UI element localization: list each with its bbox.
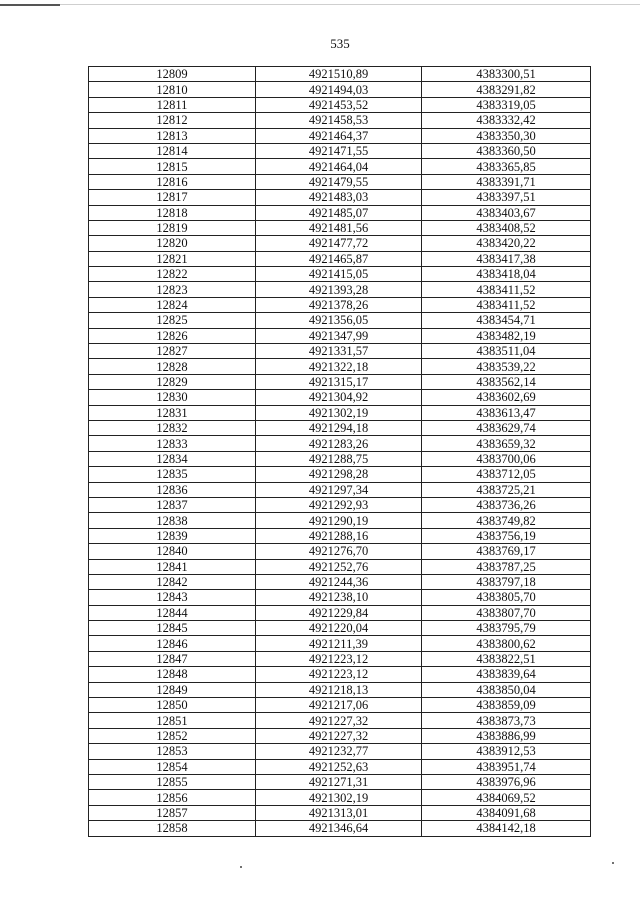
point-number-cell: 12817 [89, 190, 256, 205]
point-number-cell: 12849 [89, 682, 256, 697]
y-coordinate-cell: 4383365,85 [422, 159, 591, 174]
table-row [89, 67, 591, 82]
point-number-cell: 12809 [89, 67, 256, 82]
x-coordinate-cell: 4921227,32 [256, 728, 422, 743]
y-coordinate-cell: 4383562,14 [422, 374, 591, 389]
table-row [89, 328, 591, 343]
point-number-cell: 12842 [89, 574, 256, 589]
table-row [89, 436, 591, 451]
table-row [89, 374, 591, 389]
y-coordinate-cell: 4383725,21 [422, 482, 591, 497]
x-coordinate-cell: 4921218,13 [256, 682, 422, 697]
point-number-cell: 12830 [89, 390, 256, 405]
table-row [89, 774, 591, 789]
y-coordinate-cell: 4383420,22 [422, 236, 591, 251]
table-row [89, 282, 591, 297]
point-number-cell: 12852 [89, 728, 256, 743]
x-coordinate-cell: 4921465,87 [256, 251, 422, 266]
point-number-cell: 12822 [89, 267, 256, 282]
x-coordinate-cell: 4921238,10 [256, 590, 422, 605]
point-number-cell: 12810 [89, 82, 256, 97]
x-coordinate-cell: 4921458,53 [256, 113, 422, 128]
table-row [89, 113, 591, 128]
table-row [89, 128, 591, 143]
table-row [89, 451, 591, 466]
x-coordinate-cell: 4921483,03 [256, 190, 422, 205]
table-row [89, 728, 591, 743]
y-coordinate-cell: 4383629,74 [422, 420, 591, 435]
point-number-cell: 12844 [89, 605, 256, 620]
y-coordinate-cell: 4383712,05 [422, 467, 591, 482]
y-coordinate-cell: 4383787,25 [422, 559, 591, 574]
y-coordinate-cell: 4383539,22 [422, 359, 591, 374]
x-coordinate-cell: 4921271,31 [256, 774, 422, 789]
y-coordinate-cell: 4383659,32 [422, 436, 591, 451]
table-row [89, 698, 591, 713]
y-coordinate-cell: 4383408,52 [422, 220, 591, 235]
point-number-cell: 12816 [89, 174, 256, 189]
table-row [89, 744, 591, 759]
scan-speck [240, 866, 242, 868]
x-coordinate-cell: 4921288,75 [256, 451, 422, 466]
y-coordinate-cell: 4383511,04 [422, 344, 591, 359]
x-coordinate-cell: 4921356,05 [256, 313, 422, 328]
table-row [89, 497, 591, 512]
table-row [89, 790, 591, 805]
table-row [89, 482, 591, 497]
table-row [89, 805, 591, 820]
scan-speck [612, 862, 614, 864]
x-coordinate-cell: 4921288,16 [256, 528, 422, 543]
point-number-cell: 12855 [89, 774, 256, 789]
point-number-cell: 12837 [89, 497, 256, 512]
x-coordinate-cell: 4921471,55 [256, 143, 422, 158]
point-number-cell: 12829 [89, 374, 256, 389]
point-number-cell: 12821 [89, 251, 256, 266]
point-number-cell: 12820 [89, 236, 256, 251]
point-number-cell: 12856 [89, 790, 256, 805]
y-coordinate-cell: 4383822,51 [422, 651, 591, 666]
x-coordinate-cell: 4921220,04 [256, 621, 422, 636]
table-row [89, 590, 591, 605]
x-coordinate-cell: 4921479,55 [256, 174, 422, 189]
point-number-cell: 12839 [89, 528, 256, 543]
x-coordinate-cell: 4921302,19 [256, 405, 422, 420]
y-coordinate-cell: 4383360,50 [422, 143, 591, 158]
y-coordinate-cell: 4383976,96 [422, 774, 591, 789]
table-row [89, 682, 591, 697]
table-row [89, 344, 591, 359]
point-number-cell: 12843 [89, 590, 256, 605]
y-coordinate-cell: 4383873,73 [422, 713, 591, 728]
table-row [89, 174, 591, 189]
point-number-cell: 12841 [89, 559, 256, 574]
x-coordinate-cell: 4921292,93 [256, 497, 422, 512]
x-coordinate-cell: 4921302,19 [256, 790, 422, 805]
x-coordinate-cell: 4921211,39 [256, 636, 422, 651]
point-number-cell: 12825 [89, 313, 256, 328]
point-number-cell: 12813 [89, 128, 256, 143]
page-number: 535 [330, 36, 350, 51]
y-coordinate-cell: 4384069,52 [422, 790, 591, 805]
point-number-cell: 12819 [89, 220, 256, 235]
table-row [89, 390, 591, 405]
point-number-cell: 12853 [89, 744, 256, 759]
y-coordinate-cell: 4383749,82 [422, 513, 591, 528]
y-coordinate-cell: 4383805,70 [422, 590, 591, 605]
y-coordinate-cell: 4383602,69 [422, 390, 591, 405]
y-coordinate-cell: 4384142,18 [422, 821, 591, 836]
x-coordinate-cell: 4921477,72 [256, 236, 422, 251]
table-row [89, 359, 591, 374]
y-coordinate-cell: 4383403,67 [422, 205, 591, 220]
point-number-cell: 12847 [89, 651, 256, 666]
scan-top-border [0, 4, 640, 5]
point-number-cell: 12834 [89, 451, 256, 466]
y-coordinate-cell: 4384091,68 [422, 805, 591, 820]
table-row [89, 297, 591, 312]
table-row [89, 159, 591, 174]
x-coordinate-cell: 4921510,89 [256, 67, 422, 82]
point-number-cell: 12814 [89, 143, 256, 158]
x-coordinate-cell: 4921290,19 [256, 513, 422, 528]
point-number-cell: 12824 [89, 297, 256, 312]
table-row [89, 236, 591, 251]
y-coordinate-cell: 4383454,71 [422, 313, 591, 328]
table-row [89, 405, 591, 420]
y-coordinate-cell: 4383859,09 [422, 698, 591, 713]
point-number-cell: 12826 [89, 328, 256, 343]
table-row [89, 467, 591, 482]
table-row [89, 713, 591, 728]
point-number-cell: 12833 [89, 436, 256, 451]
x-coordinate-cell: 4921252,76 [256, 559, 422, 574]
y-coordinate-cell: 4383411,52 [422, 297, 591, 312]
y-coordinate-cell: 4383482,19 [422, 328, 591, 343]
point-number-cell: 12838 [89, 513, 256, 528]
x-coordinate-cell: 4921217,06 [256, 698, 422, 713]
table-row [89, 821, 591, 836]
point-number-cell: 12851 [89, 713, 256, 728]
y-coordinate-cell: 4383417,38 [422, 251, 591, 266]
point-number-cell: 12835 [89, 467, 256, 482]
x-coordinate-cell: 4921294,18 [256, 420, 422, 435]
point-number-cell: 12832 [89, 420, 256, 435]
x-coordinate-cell: 4921331,57 [256, 344, 422, 359]
point-number-cell: 12848 [89, 667, 256, 682]
point-number-cell: 12845 [89, 621, 256, 636]
x-coordinate-cell: 4921304,92 [256, 390, 422, 405]
x-coordinate-cell: 4921347,99 [256, 328, 422, 343]
y-coordinate-cell: 4383613,47 [422, 405, 591, 420]
table-row [89, 605, 591, 620]
x-coordinate-cell: 4921313,01 [256, 805, 422, 820]
table-row [89, 267, 591, 282]
point-number-cell: 12828 [89, 359, 256, 374]
table-row [89, 636, 591, 651]
x-coordinate-cell: 4921276,70 [256, 544, 422, 559]
x-coordinate-cell: 4921378,26 [256, 297, 422, 312]
y-coordinate-cell: 4383397,51 [422, 190, 591, 205]
table-row [89, 97, 591, 112]
table-row [89, 82, 591, 97]
table-row [89, 651, 591, 666]
x-coordinate-cell: 4921481,56 [256, 220, 422, 235]
point-number-cell: 12840 [89, 544, 256, 559]
table-row [89, 513, 591, 528]
x-coordinate-cell: 4921453,52 [256, 97, 422, 112]
x-coordinate-cell: 4921346,64 [256, 821, 422, 836]
y-coordinate-cell: 4383912,53 [422, 744, 591, 759]
coordinates-table [88, 66, 591, 837]
x-coordinate-cell: 4921297,34 [256, 482, 422, 497]
x-coordinate-cell: 4921415,05 [256, 267, 422, 282]
y-coordinate-cell: 4383795,79 [422, 621, 591, 636]
point-number-cell: 12846 [89, 636, 256, 651]
x-coordinate-cell: 4921244,36 [256, 574, 422, 589]
y-coordinate-cell: 4383850,04 [422, 682, 591, 697]
table-row [89, 544, 591, 559]
x-coordinate-cell: 4921229,84 [256, 605, 422, 620]
x-coordinate-cell: 4921315,17 [256, 374, 422, 389]
y-coordinate-cell: 4383418,04 [422, 267, 591, 282]
table-row [89, 574, 591, 589]
point-number-cell: 12818 [89, 205, 256, 220]
table-row [89, 190, 591, 205]
y-coordinate-cell: 4383769,17 [422, 544, 591, 559]
table-row [89, 759, 591, 774]
y-coordinate-cell: 4383839,64 [422, 667, 591, 682]
point-number-cell: 12854 [89, 759, 256, 774]
x-coordinate-cell: 4921223,12 [256, 651, 422, 666]
y-coordinate-cell: 4383291,82 [422, 82, 591, 97]
x-coordinate-cell: 4921232,77 [256, 744, 422, 759]
x-coordinate-cell: 4921227,32 [256, 713, 422, 728]
y-coordinate-cell: 4383807,70 [422, 605, 591, 620]
point-number-cell: 12812 [89, 113, 256, 128]
y-coordinate-cell: 4383300,51 [422, 67, 591, 82]
y-coordinate-cell: 4383700,06 [422, 451, 591, 466]
y-coordinate-cell: 4383350,30 [422, 128, 591, 143]
point-number-cell: 12850 [89, 698, 256, 713]
y-coordinate-cell: 4383319,05 [422, 97, 591, 112]
x-coordinate-cell: 4921393,28 [256, 282, 422, 297]
x-coordinate-cell: 4921252,63 [256, 759, 422, 774]
point-number-cell: 12857 [89, 805, 256, 820]
y-coordinate-cell: 4383886,99 [422, 728, 591, 743]
x-coordinate-cell: 4921223,12 [256, 667, 422, 682]
table-row [89, 313, 591, 328]
scan-top-border-mark [0, 4, 60, 6]
y-coordinate-cell: 4383391,71 [422, 174, 591, 189]
x-coordinate-cell: 4921322,18 [256, 359, 422, 374]
x-coordinate-cell: 4921283,26 [256, 436, 422, 451]
table-row [89, 667, 591, 682]
table-row [89, 559, 591, 574]
point-number-cell: 12815 [89, 159, 256, 174]
table-row [89, 528, 591, 543]
y-coordinate-cell: 4383736,26 [422, 497, 591, 512]
table-row [89, 220, 591, 235]
x-coordinate-cell: 4921464,04 [256, 159, 422, 174]
x-coordinate-cell: 4921485,07 [256, 205, 422, 220]
y-coordinate-cell: 4383800,62 [422, 636, 591, 651]
x-coordinate-cell: 4921464,37 [256, 128, 422, 143]
point-number-cell: 12827 [89, 344, 256, 359]
point-number-cell: 12836 [89, 482, 256, 497]
x-coordinate-cell: 4921494,03 [256, 82, 422, 97]
y-coordinate-cell: 4383756,19 [422, 528, 591, 543]
table-row [89, 251, 591, 266]
table-row [89, 143, 591, 158]
table-row [89, 205, 591, 220]
point-number-cell: 12858 [89, 821, 256, 836]
y-coordinate-cell: 4383951,74 [422, 759, 591, 774]
table-row [89, 420, 591, 435]
coordinates-table-body [89, 67, 591, 837]
table-row [89, 621, 591, 636]
y-coordinate-cell: 4383797,18 [422, 574, 591, 589]
y-coordinate-cell: 4383332,42 [422, 113, 591, 128]
point-number-cell: 12831 [89, 405, 256, 420]
point-number-cell: 12811 [89, 97, 256, 112]
x-coordinate-cell: 4921298,28 [256, 467, 422, 482]
point-number-cell: 12823 [89, 282, 256, 297]
y-coordinate-cell: 4383411,52 [422, 282, 591, 297]
